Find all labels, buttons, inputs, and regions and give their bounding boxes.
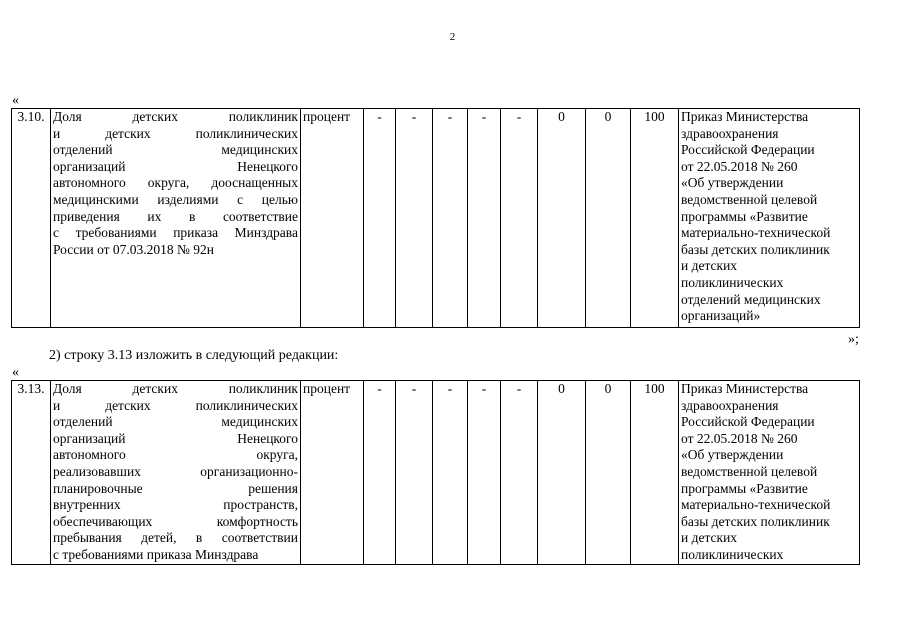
text-line: Доля детских поликлиник (53, 381, 298, 396)
text-line: здравоохранения (681, 125, 779, 141)
text-line: поликлинических (681, 274, 784, 290)
table-row-3-13 (11, 380, 860, 565)
text-line: Российской Федерации (681, 142, 815, 158)
text-line: программы «Развитие (681, 480, 808, 496)
text-line: России от 07.03.2018 № 92н (53, 241, 215, 257)
open-quote-2: « (12, 365, 19, 380)
unit-cell: процент (301, 109, 364, 328)
text-line: организаций Ненецкого (53, 430, 298, 446)
text-line: организаций Ненецкого (53, 158, 298, 174)
unit-cell: процент (301, 381, 364, 565)
text-line: организаций» (681, 308, 761, 324)
text-line: Приказ Министерства (681, 109, 809, 124)
text-line: Приказ Министерства (681, 381, 809, 396)
value-cell: - (433, 381, 468, 565)
text-line: планировочные решения (53, 480, 298, 496)
indicator-name (51, 109, 301, 328)
value-cell: - (396, 381, 433, 565)
text-line: и детских (681, 258, 738, 274)
close-quote: »; (848, 332, 859, 347)
text-line: обеспечивающих комфортность (53, 513, 298, 529)
text-line: внутренних пространств, (53, 497, 298, 513)
text-line: материально-технической (681, 497, 831, 513)
value-cell: - (364, 381, 396, 565)
open-quote-1: « (12, 93, 19, 108)
text-line: «Об утверждении (681, 175, 784, 191)
text-line: ведомственной целевой (681, 191, 818, 207)
text-line: пребывания детей, в соответствии (53, 530, 298, 546)
row-number: 3.13. (12, 381, 51, 565)
value-cell: 0 (538, 109, 586, 328)
value-cell: - (468, 109, 501, 328)
text-line: автономного округа, (53, 447, 298, 463)
text-line: автономного округа, дооснащенных (53, 175, 298, 191)
source-document (679, 109, 860, 328)
source-document (679, 381, 860, 565)
text-line: медицинскими изделиями с целью (53, 191, 298, 207)
text-line: программы «Развитие (681, 208, 808, 224)
text-line: приведения их в соответствие (53, 208, 298, 224)
indicator-name (51, 381, 301, 565)
text-line: Доля детских поликлиник (53, 109, 298, 124)
text-line: отделений медицинских (53, 142, 298, 158)
value-cell: - (396, 109, 433, 328)
value-cell: - (364, 109, 396, 328)
page-number: 2 (449, 31, 456, 43)
value-cell: - (501, 381, 538, 565)
text-line: с требованиями приказа Минздрава (53, 225, 298, 241)
value-cell: 100 (631, 109, 679, 328)
text-line: базы детских поликлиник (681, 241, 830, 257)
text-line: «Об утверждении (681, 447, 784, 463)
text-line: отделений медицинских (681, 291, 821, 307)
value-cell: - (468, 381, 501, 565)
text-line: и детских поликлинических (53, 397, 298, 413)
text-line: базы детских поликлиник (681, 513, 830, 529)
table-row-3-10 (11, 108, 860, 328)
text-line: и детских поликлинических (53, 125, 298, 141)
value-cell: 100 (631, 381, 679, 565)
text-line: Российской Федерации (681, 414, 815, 430)
text-line: поликлинических (681, 546, 784, 562)
text-line: реализовавших организационно- (53, 463, 298, 479)
text-line: с требованиями приказа Минздрава (53, 546, 259, 562)
text-line: от 22.05.2018 № 260 (681, 158, 798, 174)
value-cell: 0 (586, 109, 631, 328)
text-line: от 22.05.2018 № 260 (681, 430, 798, 446)
value-cell: - (501, 109, 538, 328)
text-line: и детских (681, 530, 738, 546)
text-line: здравоохранения (681, 397, 779, 413)
text-line: отделений медицинских (53, 414, 298, 430)
text-line: ведомственной целевой (681, 463, 818, 479)
instruction-text: 2) строку 3.13 изложить в следующий редакции: (49, 348, 339, 363)
value-cell: 0 (538, 381, 586, 565)
value-cell: - (433, 109, 468, 328)
text-line: материально-технической (681, 225, 831, 241)
value-cell: 0 (586, 381, 631, 565)
row-number: 3.10. (12, 109, 51, 328)
